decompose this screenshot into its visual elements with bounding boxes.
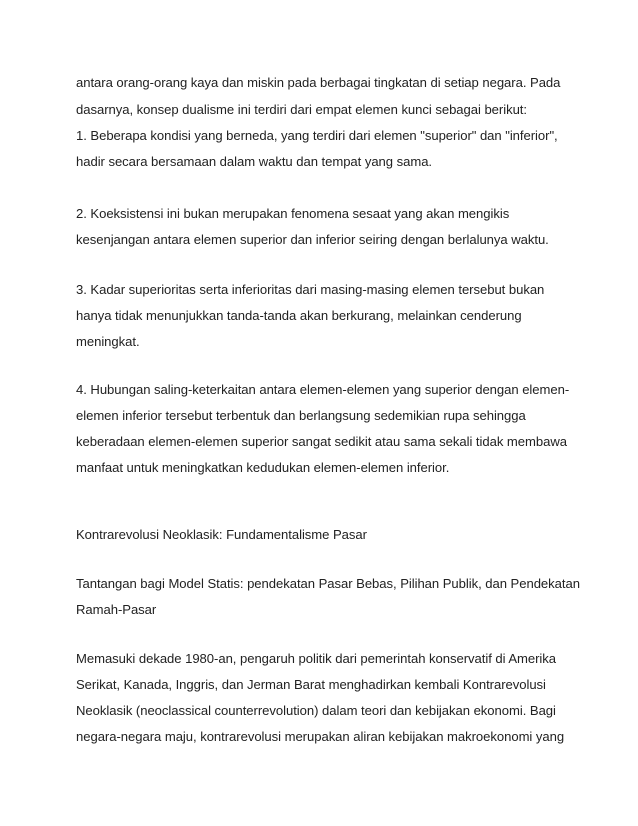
text-line: 1. Beberapa kondisi yang berneda, yang terdiri dari elemen "superior" dan "inferior", [76,128,558,143]
text-line: Memasuki dekade 1980-an, pengaruh politik dari pemerintah konservatif di Amerika [76,651,557,666]
section-heading: Kontrarevolusi Neoklasik: Fundamentalisme Pasar [76,527,367,542]
text-line: 3. Kadar superioritas serta inferioritas dari masing-masing elemen tersebut bukan [76,282,545,297]
text-line: elemen inferior tersebut terbentuk dan berlangsung sedemikian rupa sehingga [76,408,526,423]
text-line: negara-negara maju, kontrarevolusi merupakan aliran kebijakan makroekonomi yang [76,729,565,744]
text-line: 4. Hubungan saling-keterkaitan antara elemen-elemen yang superior dengan elemen- [76,382,570,397]
text-line: keberadaan elemen-elemen superior sangat sedikit atau sama sekali tidak membawa [76,434,567,449]
text-line: dasarnya, konsep dualisme ini terdiri dari empat elemen kunci sebagai berikut: [76,102,527,117]
text-line: antara orang-orang kaya dan miskin pada berbagai tingkatan di setiap negara. Pada [76,75,561,90]
text-line: Serikat, Kanada, Inggris, dan Jerman Barat menghadirkan kembali Kontrarevolusi [76,677,546,692]
text-line: manfaat untuk meningkatkan kedudukan elemen-elemen inferior. [76,460,450,475]
text-line: kesenjangan antara elemen superior dan inferior seiring dengan berlalunya waktu. [76,232,549,247]
section-subheading: Tantangan bagi Model Statis: pendekatan Pasar Bebas, Pilihan Publik, dan Pendekatan [76,576,580,591]
text-line: hadir secara bersamaan dalam waktu dan tempat yang sama. [76,154,433,169]
text-line: 2. Koeksistensi ini bukan merupakan fenomena sesaat yang akan mengikis [76,206,510,221]
text-line: meningkat. [76,334,140,349]
section-subheading: Ramah-Pasar [76,602,157,617]
text-line: hanya tidak menunjukkan tanda-tanda akan berkurang, melainkan cenderung [76,308,522,323]
text-line: Neoklasik (neoclassical counterrevolution) dalam teori dan kebijakan ekonomi. Bagi [76,703,556,718]
